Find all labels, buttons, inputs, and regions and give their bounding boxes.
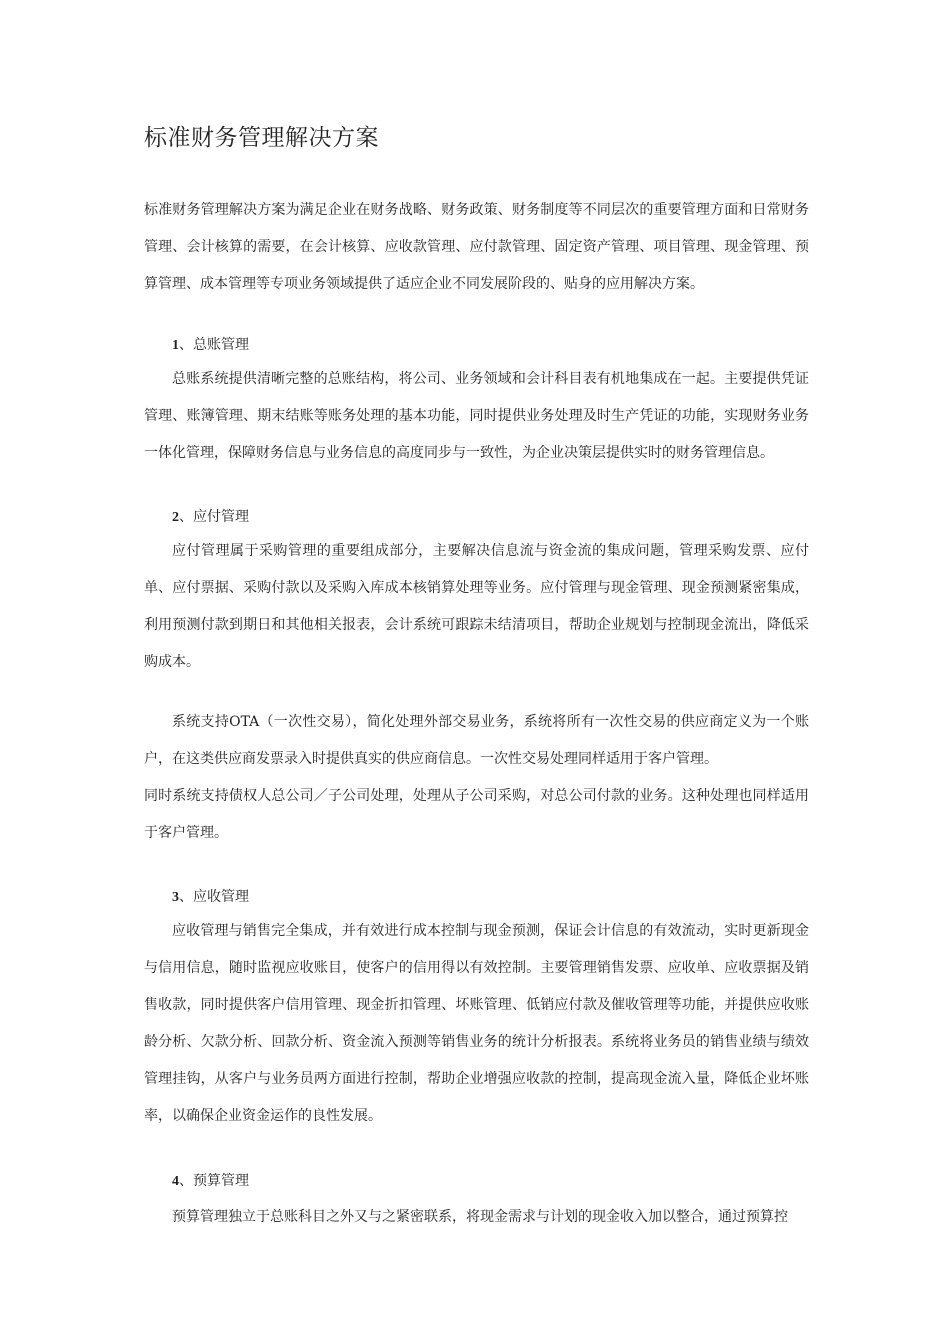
section-number: 4 [172, 1174, 179, 1189]
section-heading-3 [172, 886, 249, 906]
section-title: 、应收管理 [179, 889, 249, 905]
section-number: 3 [172, 890, 179, 905]
section-body-2-subsidiary: 同时系统支持债权人总公司／子公司处理，处理从子公司采购，对总公司付款的业务。这种处理也同样适用于客户管理。 [144, 788, 809, 841]
section-title: 、应付管理 [179, 509, 249, 525]
section-number: 2 [172, 510, 179, 525]
section-body-4: 预算管理独立于总账科目之外又与之紧密联系，将现金需求与计划的现金收入加以整合，通过预算控 [172, 1209, 788, 1225]
section-body-1: 总账系统提供清晰完整的总账结构，将公司、业务领域和会计科目表有机地集成在一起。主要提供凭证管理、账簿管理、期末结账等账务处理的基本功能，同时提供业务处理及时生产凭证的功能，实现财务业务一体化管理，保障财务信息与业务信息的高度同步与一致性，为企业决策层提供实时的财务管理信息。 [144, 371, 809, 461]
section-body-2: 应付管理属于采购管理的重要组成部分，主要解决信息流与资金流的集成问题，管理采购发票、应付单、应付票据、采购付款以及采购入库成本核销算处理等业务。应付管理与现金管理、现金预测紧密集成，利用预测付款到期日和其他相关报表，会计系统可跟踪未结清项目，帮助企业规划与控制现金流出，降低采购成本。 [144, 543, 809, 670]
intro-paragraph: 标准财务管理解决方案为满足企业在财务战略、财务政策、财务制度等不同层次的重要管理方面和日常财务管理、会计核算的需要，在会计核算、应收款管理、应付款管理、固定资产管理、项目管理、现金管理、预算管理、成本管理等专项业务领域提供了适应企业不同发展阶段的、贴身的应用解决方案。 [144, 202, 809, 292]
document-title: 标准财务管理解决方案 [144, 125, 379, 151]
section-number: 1 [172, 338, 179, 353]
section-title: 、预算管理 [179, 1173, 249, 1189]
section-body-2-ota: 系统支持OTA（一次性交易），简化处理外部交易业务，系统将所有一次性交易的供应商定义为一个账户，在这类供应商发票录入时提供真实的供应商信息。一次性交易处理同样适用于客户管理。 [144, 714, 809, 767]
section-heading-1 [172, 334, 249, 354]
section-title: 、总账管理 [179, 337, 249, 353]
section-heading-2 [172, 506, 249, 526]
section-heading-4 [172, 1170, 249, 1190]
section-body-3: 应收管理与销售完全集成，并有效进行成本控制与现金预测，保证会计信息的有效流动，实时更新现金与信用信息，随时监视应收账目，使客户的信用得以有效控制。主要管理销售发票、应收单、应收票据及销售收款，同时提供客户信用管理、现金折扣管理、坏账管理、低销应付款及催收管理等功能，并提供应收账龄分析、欠款分析、回款分析、资金流入预测等销售业务的统计分析报表。系统将业务员的销售业绩与绩效管理挂钩，从客户与业务员两方面进行控制，帮助企业增强应收款的控制，提高现金流入量，降低企业坏账率，以确保企业资金运作的良性发展。 [144, 923, 809, 1124]
